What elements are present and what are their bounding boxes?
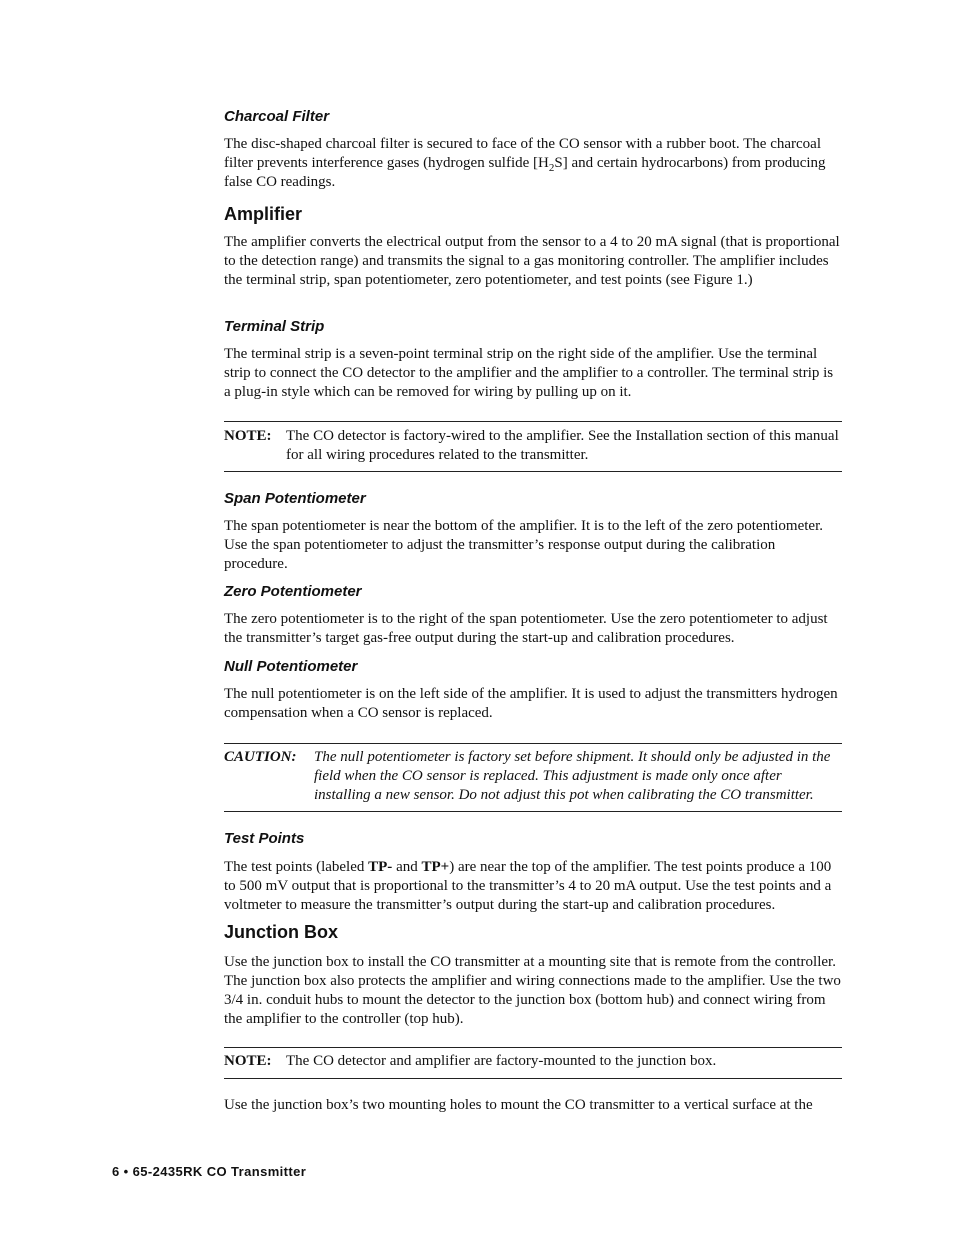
amplifier-heading: Amplifier <box>224 204 303 224</box>
mounting-paragraph: Use the junction box’s two mounting holes to mount the CO transmitter to a vertical surface at the <box>224 1097 813 1113</box>
span-potentiometer-heading: Span Potentiometer <box>224 490 366 507</box>
note-label: NOTE: <box>224 428 272 444</box>
zero-potentiometer-heading: Zero Potentiometer <box>224 583 362 600</box>
caution-label: CAUTION: <box>224 749 297 765</box>
note-mounting <box>224 1052 842 1072</box>
note2-top-rule <box>224 1047 842 1048</box>
charcoal-filter-paragraph: The disc-shaped charcoal filter is secured to face of the CO sensor with a rubber boot. The charcoal filter prevents interference gases (hydrogen sulfide $[H_2S]$ and certain hydrocarbons) from producing false CO readings. <box>224 136 826 190</box>
note-top-rule <box>224 421 842 422</box>
caution-text: The null potentiometer is factory set before shipment. It should only be adjusted in the field when the CO sensor is replaced. This adjustment is made only once after installing a new sensor. Do not adjust this pot when calibrating the CO transmitter. <box>314 749 831 803</box>
terminal-strip-heading: Terminal Strip <box>224 318 325 335</box>
note2-text: The CO detector and amplifier are factory-mounted to the junction box. <box>286 1053 717 1069</box>
page-footer: 6 • 65-2435RK CO Transmitter <box>112 1164 307 1179</box>
terminal-strip-paragraph: The terminal strip is a seven-point terminal strip on the right side of the amplifier. Use the terminal strip to connect the CO detector to the amplifier and the amplifier to a controller. The terminal strip is a plug-in style which can be removed for wiring by pulling up on it. <box>224 346 834 400</box>
null-potentiometer-heading: Null Potentiometer <box>224 658 358 675</box>
charcoal-filter-heading: Charcoal Filter <box>224 108 330 125</box>
junction-box-paragraph: Use the junction box to install the CO transmitter at a mounting site that is remote from the controller. The junction box also protects the amplifier and wiring connections made to the amplifier. Use the two 3/4 in. conduit hubs to mount the detector to the junction box (bottom hub) and connect wiring from the amplifier to the controller (top hub). <box>224 954 841 1027</box>
caution-top-rule <box>224 743 842 744</box>
note-bottom-rule <box>224 471 842 472</box>
caution-bottom-rule <box>224 811 842 812</box>
note2-label: NOTE: <box>224 1053 272 1069</box>
subscript-2: 2 <box>548 162 555 174</box>
test-points-paragraph: The test points (labeled TP- and TP+) are near the top of the amplifier. The test points produce a 100 to 500 mV output that is proportional to the transmitter’s 4 to 20 mA output. Use the test points and a voltmeter to measure the transmitter’s output during the start-up and calibration procedures. <box>224 859 832 913</box>
caution-box <box>224 748 842 808</box>
span-potentiometer-paragraph: The span potentiometer is near the bottom of the amplifier. It is to the left of the zero potentiometer. Use the span potentiometer to adjust the transmitter’s response output during the calibration procedure. <box>224 518 823 572</box>
junction-box-heading: Junction Box <box>224 922 339 942</box>
tp-plus-label: TP+ <box>421 859 450 875</box>
zero-potentiometer-paragraph: The zero potentiometer is to the right of the span potentiometer. Use the zero potentiometer to adjust the transmitter’s target gas-free output during the start-up and calibration procedures. <box>224 611 828 646</box>
note2-bottom-rule <box>224 1078 842 1079</box>
null-potentiometer-paragraph: The null potentiometer is on the left side of the amplifier. It is used to adjust the transmitters hydrogen compensation when a CO sensor is replaced. <box>224 686 838 721</box>
note-wiring <box>224 427 842 467</box>
amplifier-paragraph: The amplifier converts the electrical output from the sensor to a 4 to 20 mA signal (that is proportional to the detection range) and transmits the signal to a gas monitoring controller. The amplifier includes the terminal strip, span potentiometer, zero potentiometer, and test points (see Figure 1.) <box>224 234 840 288</box>
note-text: The CO detector is factory-wired to the amplifier. See the Installation section of this manual for all wiring procedures related to the transmitter. <box>286 428 839 463</box>
test-points-heading: Test Points <box>224 830 305 847</box>
tp-minus-label: TP- <box>368 859 393 875</box>
